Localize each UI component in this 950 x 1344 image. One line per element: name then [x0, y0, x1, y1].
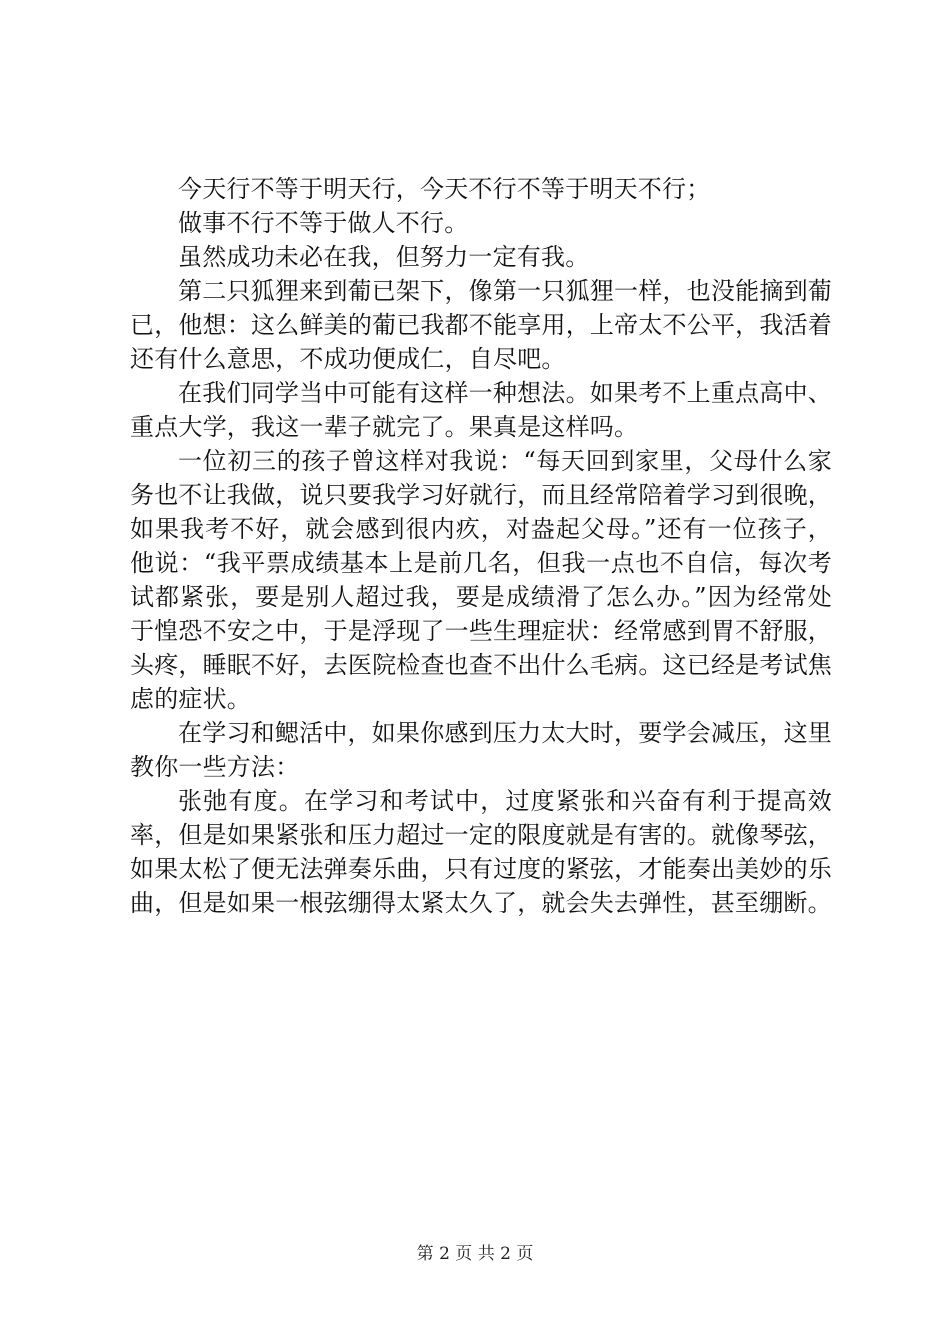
paragraph: 一位初三的孩子曾这样对我说：“每天回到家里，父母什么家务也不让我做，说只要我学习好就行，而且经常陪着学习到很晚，如果我考不好，就会感到很内疚，对盎起父母。”还有一位孩子，他说：“我平票成绩基本上是前几名，但我一点也不自信，每次考试都紧张，要是别人超过我，要是成绩滑了怎么办。”因为经常处于惶恐不安之中，于是浮现了一些生理症状：经常感到胃不舒服，头疼，睡眠不好，去医院检查也查不出什么毛病。这已经是考试焦虑的症状。	[130, 447, 832, 713]
paragraph: 虽然成功未必在我，但努力一定有我。	[178, 243, 590, 271]
paragraph: 在学习和鳃活中，如果你感到压力太大时，要学会减压，这里教你一些方法：	[130, 719, 832, 781]
paragraph: 张弛有度。在学习和考试中，过度紧张和兴奋有利于提高效率，但是如果紧张和压力超过一定的限度就是有害的。就像琴弦，如果太松了便无法弹奏乐曲，只有过度的紧弦，才能奏出美妙的乐曲，但是如果一根弦绷得太紧太久了，就会失去弹性，甚至绷断。	[130, 787, 832, 917]
paragraph: 第二只狐狸来到葡已架下，像第一只狐狸一样，也没能摘到葡已，他想：这么鲜美的葡已我都不能享用，上帝太不公平，我活着还有什么意思，不成功便成仁，自尽吧。	[130, 277, 832, 373]
paragraph: 做事不行不等于做人不行。	[178, 209, 469, 237]
page-number-label: 第 2 页 共 2 页	[416, 1244, 534, 1264]
page-footer	[0, 1244, 950, 1264]
paragraph: 在我们同学当中可能有这样一种想法。如果考不上重点高中、重点大学，我这一辈子就完了。果真是这样吗。	[130, 379, 832, 441]
document-body	[130, 172, 832, 920]
paragraph: 今天行不等于明天行，今天不行不等于明天不行；	[178, 175, 711, 203]
